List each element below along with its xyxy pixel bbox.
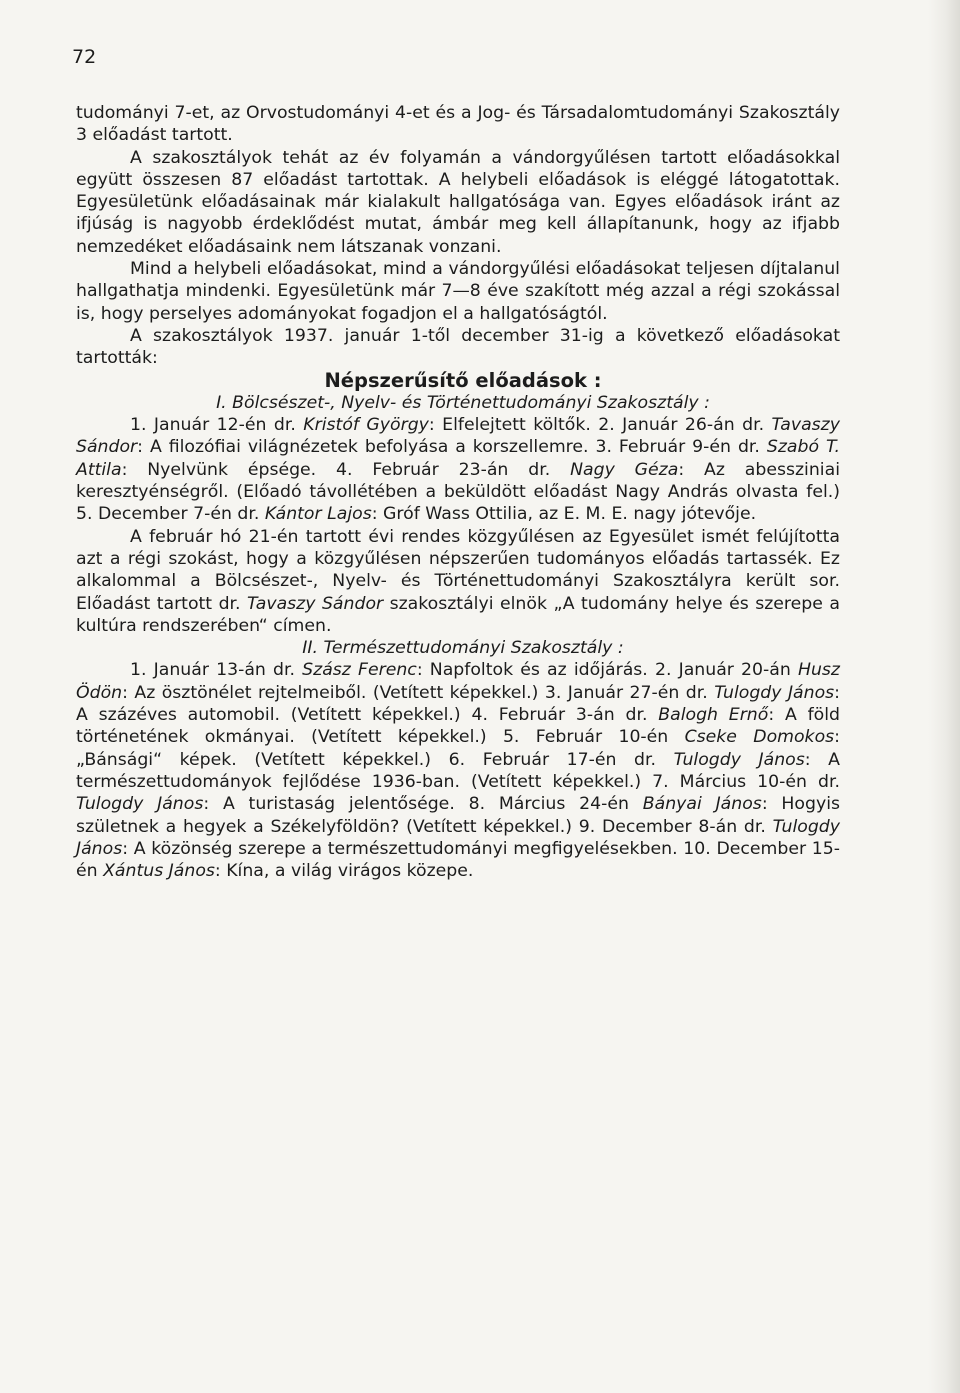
lecturer-name: Cseke Domokos (684, 727, 835, 748)
lecturer-name: Kántor Lajos (264, 504, 372, 525)
lecturer-name: Szász Ferenc (302, 660, 417, 681)
lecture-item: 9. December 8-án dr. Tulogdy János: A közönség szerepe a természettudományi megfigyelésekben. (76, 816, 840, 859)
lecture-item: 4. Február 23-án dr. Nagy Géza: Az abessziniai keresztyénségről. (Előadó távollétében a beküldött előadást Nagy András olvasta fel.) (76, 459, 840, 503)
page-number: 72 (72, 46, 97, 68)
lecture-item: 3. Január 27-én dr. Tulogdy János: A százéves automobil. (Vetített képekkel.) (76, 682, 840, 726)
intro-paragraph-3: Mind a helybeli előadásokat, mind a vándorgyűlési előadásokat teljesen díjtalanul hallgathatja mindenki. Egyesületünk már 7—8 éve szakított még azzal a régi szokással is, hogy perselyes adományokat fogadjon el a hallgatóságtól. (76, 259, 840, 324)
lecture-item: 4. Február 3-án dr. Balogh Ernő: A föld történetének okmányai. (Vetített képekkel.) (76, 705, 841, 748)
lecturer-name: Kristóf György (303, 415, 429, 436)
lecturer-name: Tavaszy Sándor (76, 415, 840, 458)
lecture-item: 8. Március 24-én Bányai János: Hogyis születnek a hegyek a Székelyföldön? (Vetített képekkel.) (76, 794, 840, 837)
intro-paragraph-1: tudományi 7-et, az Orvostudományi 4-et és a Jog- és Társadalomtudományi Szakosztály 3 előadást tartott. (76, 103, 840, 146)
lecture-item: 6. Február 17-én dr. Tulogdy János: A természettudományok fejlődése 1936-ban. (Vetített képekkel.) (76, 749, 840, 792)
intro-paragraph-4: A szakosztályok 1937. január 1-től december 31-ig a következő előadásokat tartották: (76, 325, 840, 369)
lecturer-name: Tulogdy János (714, 682, 835, 703)
lecturer-name: Bányai János (642, 794, 762, 815)
lecture-item: 2. Január 26-án dr. Tavaszy Sándor: A filozófiai világnézetek befolyása a korszellemre. (76, 415, 840, 458)
section-heading: Népszerűsítő előadások : (324, 368, 602, 392)
page-edge-shadow (928, 0, 960, 1393)
lecture-item: 1. Január 12-én dr. Kristóf György: Elfelejtett költők. (130, 415, 599, 436)
lecture-item: 1. Január 13-án dr. Szász Ferenc: Napfoltok és az időjárás. (130, 660, 655, 681)
lecturer-name: Husz Ödön (76, 660, 841, 703)
lecture-item: 5. Február 10-én Cseke Domokos: „Bánsági“ képek. (Vetített képekkel.) (76, 727, 840, 770)
lecturer-name: Tulogdy János (76, 816, 840, 859)
lecturer-name: Xántus János (103, 861, 215, 882)
lecturer-name: Nagy Géza (570, 459, 679, 480)
lecture-item: 10. December 15-én Xántus János: Kína, a világ virágos közepe. (76, 838, 840, 882)
section1-title: I. Bölcsészet-, Nyelv- és Történettudományi Szakosztály : (216, 392, 710, 413)
lecturer-name: Tavaszy Sándor (247, 593, 384, 614)
lecture-item: 7. Március 10-én dr. Tulogdy János: A turistaság jelentősége. (76, 771, 840, 815)
lecturer-name: Tulogdy János (76, 794, 204, 815)
section1-lectures (76, 414, 840, 525)
lecturer-name: Balogh Ernő (658, 705, 769, 726)
section2-title: II. Természettudományi Szakosztály : (302, 638, 624, 659)
intro-section (76, 102, 840, 370)
section2-lectures (76, 659, 840, 882)
lecture-item: 2. Január 20-án Husz Ödön: Az ösztönélet rejtelmeiből. (Vetített képekkel.) (76, 660, 841, 703)
document-body (76, 102, 840, 882)
lecture-item: 5. December 7-én dr. Kántor Lajos: Gróf Wass Ottilia, az E. M. E. nagy jótevője. (76, 504, 757, 525)
general-meeting-paragraph: A február hó 21-én tartott évi rendes közgyűlésen az Egyesület ismét felújította azt a régi szokást, hogy a közgyűlésen népszerűen tudományos előadás tartassék. Ez alkalommal a Bölcsészet-, Nyelv- és Történettudományi Szakosztályra került sor. Előadást tartott dr. Tavaszy Sándor szakosztályi elnök „A tudomány helye és szerepe a kultúra rendszerében“ címen. (76, 526, 840, 636)
lecture-item: 3. Február 9-én dr. Szabó T. Attila: Nyelvünk épsége. (76, 437, 840, 480)
lecturer-name: Tulogdy János (673, 749, 805, 770)
intro-paragraph-2: A szakosztályok tehát az év folyamán a vándorgyűlésen tartott előadásokkal együtt összesen 87 előadást tartottak. A helybeli előadások is eléggé látogatottak. Egyesületünk előadásainak már kialakult hallgatósága van. Egyes előadások iránt az ifjúság is nagyobb érdeklődést mutat, ámbár meg kell állapítanunk, hogy az ifjabb nemzedéket előadásaink nem látszanak vonzani. (76, 147, 840, 257)
lecturer-name: Szabó T. Attila (76, 437, 840, 480)
